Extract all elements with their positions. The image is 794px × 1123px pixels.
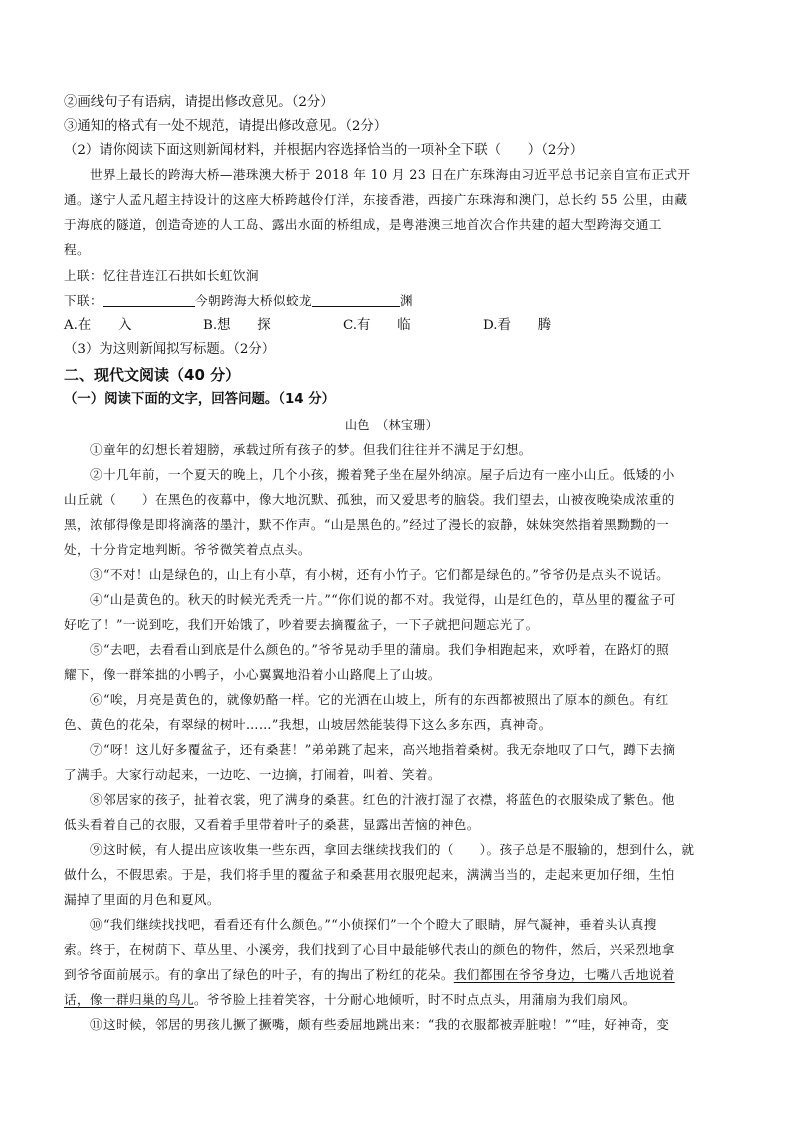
option-a: A.在 入: [64, 318, 132, 333]
question-item-2: ②画线句子有语病，请提出修改意见。（2分）: [64, 95, 334, 110]
news-line-4: 程。: [64, 242, 90, 257]
paragraph-6-line-1: ⑥“唉，月亮是黄色的，就像奶酪一样。它的光洒在山坡上，所有的东西都被照出了原本的颜色。有红: [90, 692, 669, 707]
paragraph-5-line-1: ⑤“去吧，去看看山到底是什么颜色的。”爷爷晃动手里的蒲扇。我们争相跑起来，欢呼着，在路灯的照: [90, 642, 670, 657]
question-news: （2）请你阅读下面这则新闻材料，并根据内容选择恰当的一项补全下联（ ）（2分）: [64, 143, 584, 158]
answer-blank-1[interactable]: [103, 293, 195, 307]
question-title: （3）为这则新闻拟写标题。（2分）: [64, 342, 276, 357]
paragraph-2-line-1: ②十几年前，一个夏天的晚上，几个小孩，搬着凳子坐在屋外纳凉。屋子后边有一座小山丘。低矮的小: [90, 467, 675, 482]
paragraph-5-line-2: 耀下，像一群笨拙的小鸭子，小心翼翼地沿着小山路爬上了山坡。: [64, 667, 441, 682]
paragraph-4-line-1: ④“山是黄色的。秋天的时候光秃秃一片。”“你们说的都不对。我觉得，山是红色的，草丛里的覆盆子可: [90, 592, 676, 607]
paragraph-10-line-3: [64, 966, 675, 984]
paragraph-1: ①童年的幻想长着翅膀，承载过所有孩子的梦。但我们往往并不满足于幻想。: [90, 442, 532, 457]
paragraph-10-line-1: ⑩“我们继续找找吧，看看还有什么颜色。”“小侦探们”一个个瞪大了眼睛，屏气凝神，垂着头认真搜: [90, 917, 657, 932]
paragraph-10-line-3-text: 到爷爷面前展示。有的拿出了绿色的叶子，有的掏出了粉红的花朵。: [64, 967, 454, 982]
paragraph-10-line-2: 索。终于，在树荫下、草丛里、小溪旁，我们找到了心目中最能够代表山的颜色的物件，然后，兴采烈地拿: [64, 942, 675, 957]
paragraph-8-line-2: 低头看着自己的衣服，又看着手里带着叶子的桑葚，显露出苦恼的神色。: [64, 817, 480, 832]
paragraph-9-line-3: 漏掉了里面的月色和夏风。: [64, 892, 220, 907]
underlined-sentence-part-2: 话，像一群归巢的鸟儿: [64, 992, 194, 1007]
news-line-1: 世界上最长的跨海大桥—港珠澳大桥于 2018 年 10 月 23 日在广东珠海由习近平总书记亲自宣布正式开: [90, 167, 691, 182]
paragraph-9-line-1: ⑨这时候，有人提出应该收集一些东西，拿回去继续找我们的（ ）。孩子总是不服输的，想到什么，就: [90, 842, 695, 857]
paragraph-3: ③“不对！山是绿色的，山上有小草，有小树，还有小竹子。它们都是绿色的。”爷爷仍是点头不说话。: [90, 567, 670, 582]
couplet-lower-suffix: 渊: [399, 293, 413, 308]
question-item-3: ③通知的格式有一处不规范，请提出修改意见。（2分）: [64, 119, 388, 134]
paragraph-4-line-2: 好吃了！”一说到吃，我们开始饿了，吵着要去摘覆盆子，一下子就把问题忘光了。: [64, 617, 539, 632]
paragraph-2-line-2: 山丘就（ ）在黑色的夜幕中，像大地沉默、孤独，而又爱思考的脑袋。我们望去，山被夜晚染成浓重的: [64, 492, 675, 507]
paragraph-2-line-4: 处，十分肯定地判断。爷爷微笑着点点头。: [64, 542, 311, 557]
answer-blank-2[interactable]: [312, 293, 400, 307]
underlined-sentence-part-1: 我们都围在爷爷身边，七嘴八舌地说着: [453, 967, 675, 982]
paragraph-2-line-3: 黑，浓郁得像是即将滴落的墨汁，默不作声。“山是黑色的。”经过了漫长的寂静，妹妹突然指着黑黝黝的一: [64, 517, 670, 532]
paragraph-7-line-2: 了满手。大家行动起来，一边吃、一边摘，打闹着，叫着、笑着。: [64, 767, 441, 782]
option-c: C.有 临: [343, 318, 411, 333]
couplet-lower-prefix: 下联：: [64, 293, 103, 308]
couplet-lower-mid: 今朝跨海大桥似蛟龙: [194, 293, 312, 308]
paragraph-9-line-2: 做什么，不假思索。于是，我们将手里的覆盆子和桑葚用衣服兜起来，满满当当的，走起来更加仔细，生怕: [64, 867, 675, 882]
news-line-3: 于海底的隧道，创造奇迹的人工岛、露出水面的桥组成，是粤港澳三地首次合作共建的超大型跨海交通工: [64, 217, 662, 232]
paragraph-8-line-1: ⑧邻居家的孩子，扯着衣裳，兜了满身的桑葚。红色的汁液打湿了衣襟，将蓝色的衣服染成了紫色。他: [90, 792, 675, 807]
paragraph-10-line-4: [64, 991, 636, 1009]
news-line-2: 通。遂宁人孟凡超主持设计的这座大桥跨越伶仃洋，东接香港，西接广东珠海和澳门，总长约 55 公里，由藏: [64, 192, 688, 207]
option-d: D.看 腾: [483, 318, 552, 333]
section-heading-2-1: （一）阅读下面的文字，回答问题。（14 分）: [64, 392, 336, 407]
article-title: 山色 （林宝珊）: [345, 418, 439, 432]
paragraph-7-line-1: ⑦“呀！这儿好多覆盆子，还有桑葚！”弟弟跳了起来，高兴地指着桑树。我无奈地叹了口气，蹲下去摘: [90, 742, 676, 757]
option-b: B.想 探: [203, 318, 271, 333]
paragraph-10-line-4-text: 。爷爷脸上挂着笑容，十分耐心地倾听，时不时点点头，用蒲扇为我们扇风。: [193, 992, 636, 1007]
couplet-upper: 上联：忆往昔连江石拱如长虹饮涧: [64, 268, 259, 283]
paragraph-6-line-2: 色、黄色的花朵，有翠绿的树叶……”我想，山坡居然能装得下这么多东西，真神奇。: [64, 717, 552, 732]
paragraph-11: ⑪这时候，邻居的男孩儿撅了撅嘴，颇有些委屈地跳出来：“我的衣服都被弄脏啦！”“哇，好神奇，变: [90, 1017, 670, 1032]
couplet-lower: [64, 292, 413, 310]
section-heading-2: 二、现代文阅读（40 分）: [64, 366, 241, 384]
